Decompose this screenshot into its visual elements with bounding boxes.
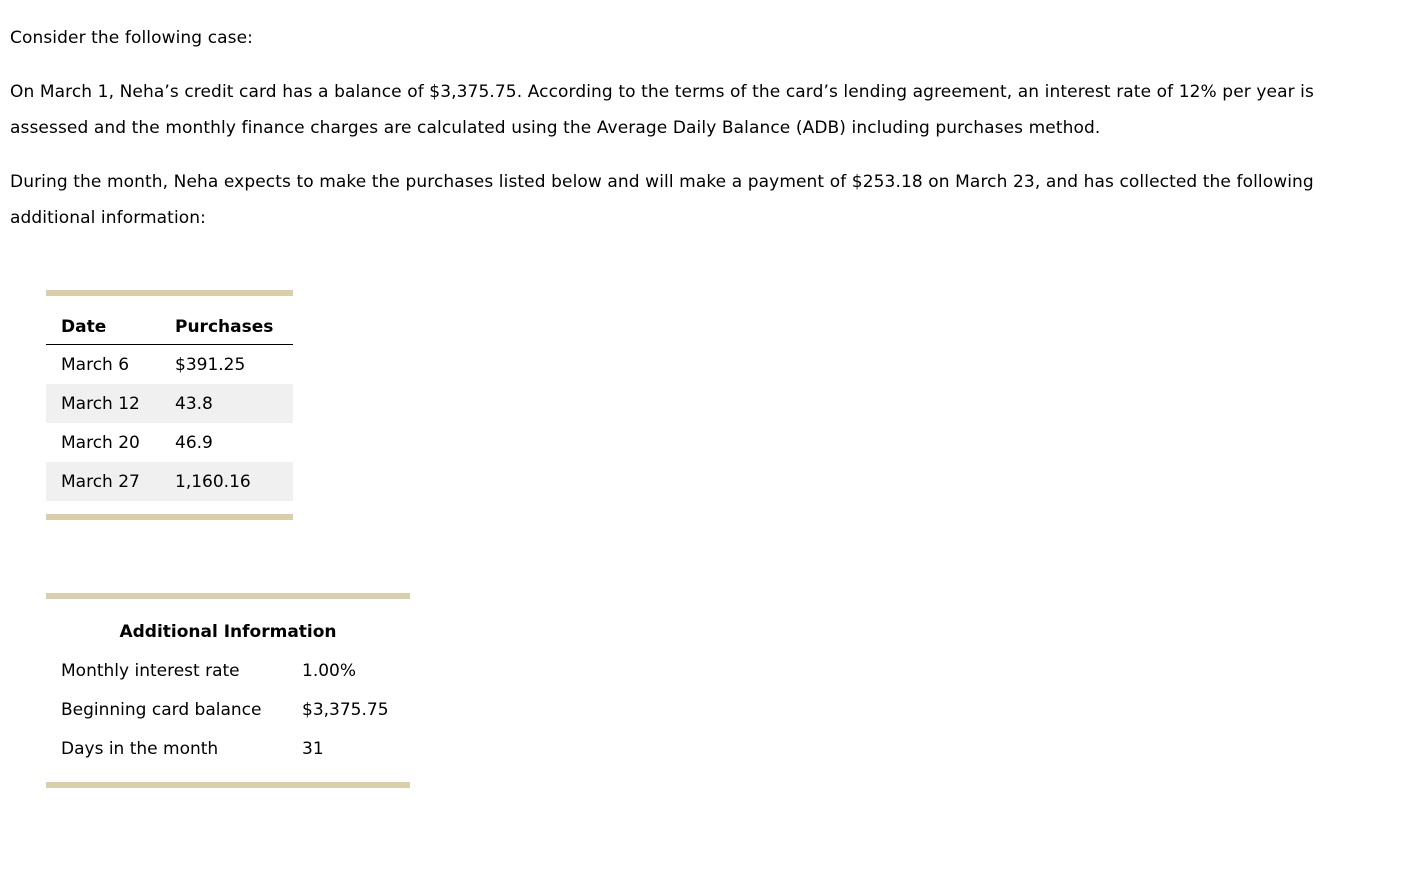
additional-info-table [46,613,410,768]
purchase-date: March 6 [61,354,130,375]
purchase-amount: 46.9 [175,432,213,453]
purchase-date: March 27 [46,462,160,501]
table-bottom-rule [46,782,410,788]
info-label: Monthly interest rate [61,660,240,681]
purchases-table [46,309,293,501]
purchase-amount: 1,160.16 [160,462,293,501]
purchase-date: March 12 [46,384,160,423]
info-value: 31 [302,738,324,759]
table-header-row [46,309,293,345]
additional-info-block [46,593,410,788]
info-label: Beginning card balance [61,699,262,720]
table-row [46,345,293,385]
purchase-amount: $391.25 [175,354,246,375]
info-label: Days in the month [61,738,219,759]
table-row [46,651,410,690]
table-bottom-rule [46,514,293,520]
date-column-header: Date [46,309,160,345]
month-paragraph: During the month, Neha expects to make the purchases listed below and will make a payment of $253.18 on March 23, and has collected the following additional information: [10,172,1314,228]
intro-paragraph: Consider the following case: [10,28,254,48]
case-paragraph: On March 1, Neha’s credit card has a balance of $3,375.75. According to the terms of the card’s lending agreement, an interest rate of 12% per year is assessed and the monthly finance charges are calculated using the Average Daily Balance (ADB) including purchases method. [10,82,1314,138]
info-value: 1.00% [302,660,357,681]
purchase-amount: 43.8 [160,384,293,423]
table-top-rule [46,290,293,296]
table-row [46,462,293,501]
additional-info-title: Additional Information [119,622,337,642]
table-top-rule [46,593,410,599]
table-row [46,690,410,729]
info-value: $3,375.75 [302,699,389,720]
purchases-table-block [46,290,293,520]
table-row [46,384,293,423]
purchases-column-header: Purchases [160,309,293,345]
purchase-date: March 20 [61,432,140,453]
table-row [46,423,293,462]
table-row [46,729,410,768]
